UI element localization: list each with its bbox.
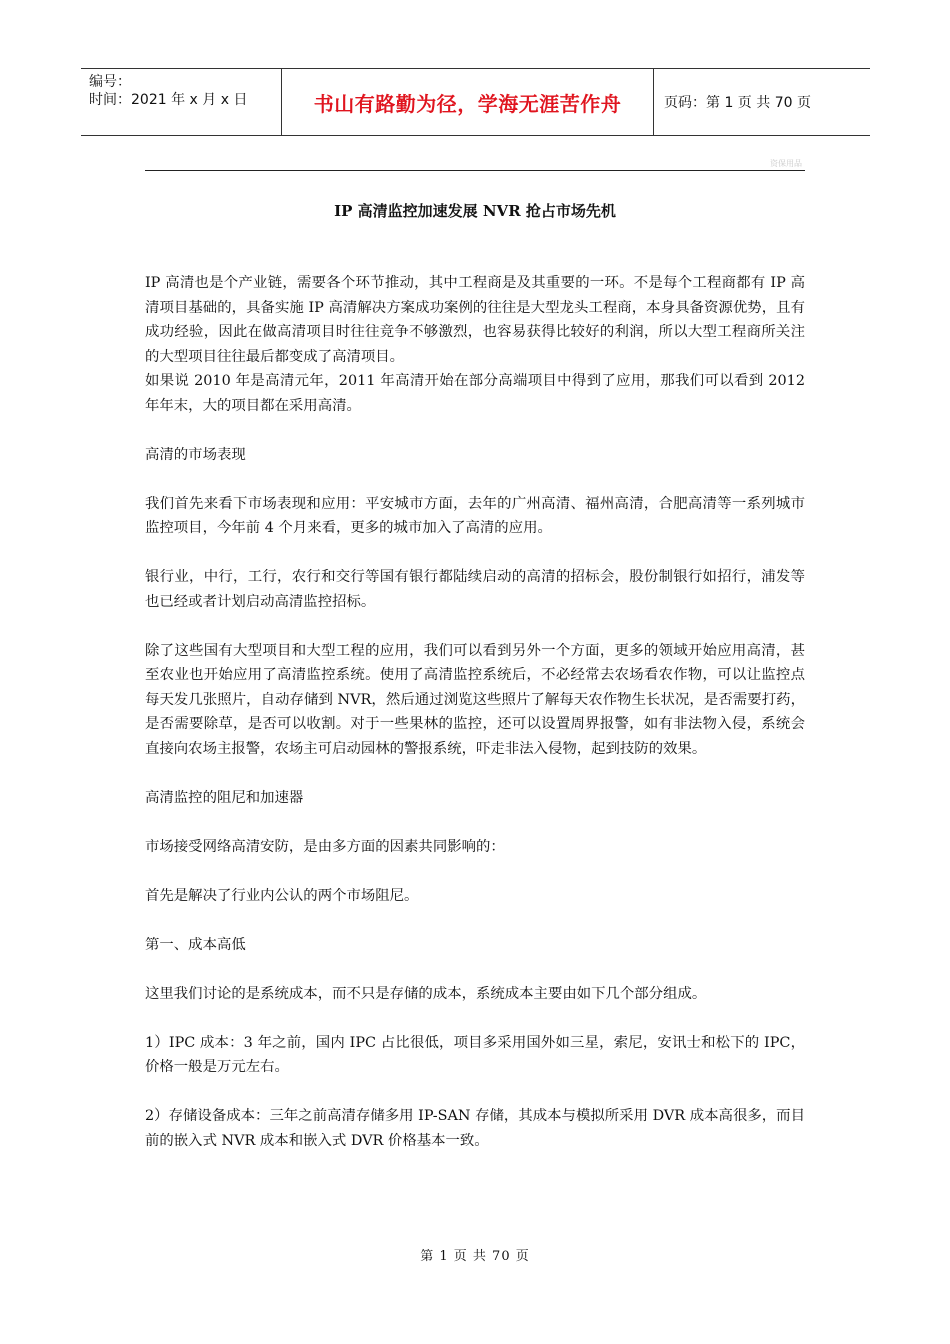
list-item: 1）IPC 成本：3 年之前，国内 IPC 占比很低，项目多采用国外如三星，索尼，安讯士和松下的 IPC，价格一般是万元左右。 [145, 1034, 805, 1075]
page-info: 页码：第 1 页 共 70 页 [664, 95, 811, 111]
page-footer: 第 1 页 共 70 页 [420, 1249, 530, 1264]
paragraph: 市场接受网络高清安防，是由多方面的因素共同影响的： [145, 838, 505, 855]
header-motto-cell [281, 69, 654, 135]
section-heading: 高清监控的阻尼和加速器 [145, 789, 304, 806]
paragraph: IP 高清也是个产业链，需要各个环节推动，其中工程商是及其重要的一环。不是每个工程商都有 IP 高清项目基础的，具备实施 IP 高清解决方案成功案例的往往是大型龙头工程商，本身具备资源优势，且有成功经验，因此在做高清项目时往往竞争不够激烈，也容易获得比较好的利润，所以大型工程商所关注的大型项目往往最后都变成了高清项目。 [145, 275, 805, 365]
section-heading: 高清的市场表现 [145, 446, 246, 463]
date-label: 时间：2021 年 x 月 x 日 [89, 92, 248, 108]
subheading: 第一、成本高低 [145, 936, 246, 953]
motto: 书山有路勤为径，学海无涯苦作舟 [313, 91, 622, 116]
paragraph: 我们首先来看下市场表现和应用：平安城市方面，去年的广州高清、福州高清，合肥高清等一系列城市监控项目，今年前 4 个月来看，更多的城市加入了高清的应用。 [145, 495, 805, 536]
header-rule [145, 170, 805, 171]
paragraph: 这里我们讨论的是系统成本，而不只是存储的成本，系统成本主要由如下几个部分组成。 [145, 985, 707, 1002]
list-item: 2）存储设备成本：三年之前高清存储多用 IP-SAN 存储，其成本与模拟所采用 DVR 成本高很多，而目前的嵌入式 NVR 成本和嵌入式 DVR 价格基本一致。 [145, 1108, 805, 1149]
header-meta [81, 69, 281, 135]
number-label: 编号： [89, 74, 131, 90]
paragraph: 除了这些国有大型项目和大型工程的应用，我们可以看到另外一个方面，更多的领域开始应用高清，甚至农业也开始应用了高清监控系统。使用了高清监控系统后，不必经常去农场看农作物，可以让监控点每天发几张照片，自动存储到 NVR，然后通过浏览这些照片了解每天农作物生长状况，是否需要打药，是否需要除草，是否可以收割。对于一些果林的监控，还可以设置周界报警，如有非法物入侵，系统会直接向农场主报警，农场主可启动园林的警报系统，吓走非法入侵物，起到技防的效果。 [145, 642, 805, 757]
paragraph: 银行业，中行，工行，农行和交行等国有银行都陆续启动的高清的招标会，股份制银行如招行，浦发等也已经或者计划启动高清监控招标。 [145, 569, 805, 610]
paragraph: 如果说 2010 年是高清元年，2011 年高清开始在部分高端项目中得到了应用，那我们可以看到 2012 年年末，大的项目都在采用高清。 [145, 373, 805, 414]
header-table [81, 68, 870, 136]
watermark: 资保用品 [770, 159, 802, 168]
document-body [145, 271, 805, 1153]
paragraph: 首先是解决了行业内公认的两个市场阻尼。 [145, 887, 419, 904]
document-title: IP 高清监控加速发展 NVR 抢占市场先机 [334, 202, 616, 220]
